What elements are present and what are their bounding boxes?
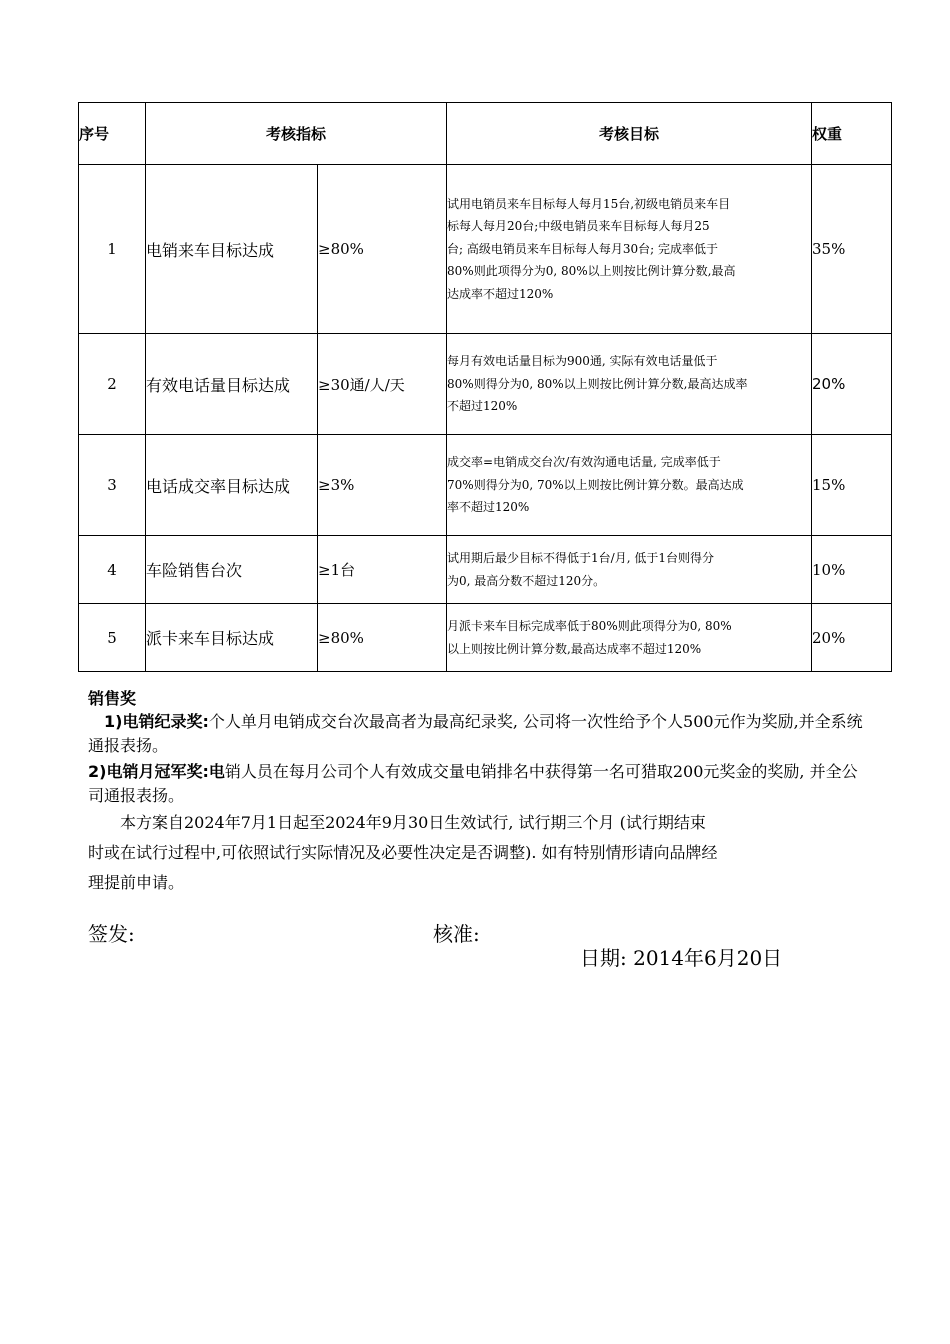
desc-line: 不超过120% — [447, 399, 518, 414]
award-item-champion — [88, 760, 868, 808]
row-indicator-name: 车险销售台次 — [146, 536, 318, 604]
desc-line: 70%则得分为0, 70%以上则按比例计算分数。最高达成 — [447, 477, 744, 492]
row-seq: 4 — [79, 536, 146, 604]
row-weight: 35% — [812, 165, 892, 334]
desc-line: 标每人每月20台;中级电销员来车目标每人每月25 — [447, 219, 710, 234]
desc-line: 率不超过120% — [447, 500, 530, 515]
desc-line: 80%则此项得分为0, 80%以上则按比例计算分数,最高 — [447, 264, 736, 279]
table-row — [79, 334, 892, 435]
table-row — [79, 165, 892, 334]
row-target-desc — [447, 435, 812, 536]
desc-line: 为0, 最高分数不超过120分。 — [447, 573, 606, 588]
row-target-desc — [447, 604, 812, 672]
effective-line: 本方案自2024年7月1日起至2024年9月30日生效试行, 试行期三个月 (试行期结束 — [120, 813, 706, 832]
row-seq: 1 — [79, 165, 146, 334]
award-item-label: 1)电销纪录奖: — [104, 712, 209, 731]
desc-line: 达成率不超过120% — [447, 286, 554, 301]
sales-award-title: 销售奖 — [88, 689, 137, 708]
award-item-text: 销人员在每月公司个人有效成交量电销排名中获得第一名可猎取200元奖金的奖励, 并全公司通报表扬。 — [88, 762, 858, 805]
header-target: 考核目标 — [447, 103, 812, 165]
issued-by-label: 签发: — [88, 922, 135, 946]
desc-line: 台; 高级电销员来车目标每人每月30台; 完成率低于 — [447, 241, 719, 256]
row-threshold: ≥30通/人/天 — [318, 334, 447, 435]
kpi-table — [78, 102, 892, 672]
row-indicator-name: 有效电话量目标达成 — [146, 334, 318, 435]
row-target-desc — [447, 165, 812, 334]
row-threshold: ≥3% — [318, 435, 447, 536]
row-weight: 10% — [812, 536, 892, 604]
effective-paragraph — [88, 808, 868, 898]
header-weight: 权重 — [812, 103, 892, 165]
row-indicator-name: 派卡来车目标达成 — [146, 604, 318, 672]
desc-line: 80%则得分为0, 80%以上则按比例计算分数,最高达成率 — [447, 376, 748, 391]
header-indicator: 考核指标 — [146, 103, 447, 165]
row-indicator-name: 电话成交率目标达成 — [146, 435, 318, 536]
row-weight: 20% — [812, 604, 892, 672]
row-weight: 20% — [812, 334, 892, 435]
desc-line: 试用电销员来车目标每人每月15台,初级电销员来车目 — [447, 196, 731, 211]
desc-line: 月派卡来车目标完成率低于80%则此项得分为0, 80% — [447, 619, 732, 633]
desc-line: 每月有效电话量目标为900通, 实际有效电话量低于 — [447, 354, 718, 369]
row-target-desc — [447, 334, 812, 435]
date-line: 日期: 2014年6月20日 — [580, 946, 783, 970]
row-seq: 3 — [79, 435, 146, 536]
row-threshold: ≥1台 — [318, 536, 447, 604]
table-row — [79, 435, 892, 536]
table-header-row — [79, 103, 892, 165]
row-seq: 2 — [79, 334, 146, 435]
award-item-text: 个人单月电销成交台次最高者为最高纪录奖, 公司将一次性给予个人500元作为奖励,并全系统通报表扬。 — [88, 712, 863, 755]
desc-line: 成交率=电销成交台次/有效沟通电话量, 完成率低于 — [447, 455, 721, 470]
row-threshold: ≥80% — [318, 165, 447, 334]
table-row — [79, 604, 892, 672]
effective-line: 理提前申请。 — [88, 873, 185, 892]
table-row — [79, 536, 892, 604]
row-weight: 15% — [812, 435, 892, 536]
row-target-desc — [447, 536, 812, 604]
desc-line: 以上则按比例计算分数,最高达成率不超过120% — [447, 641, 702, 656]
approved-by-label: 核准: — [433, 922, 480, 946]
award-item-record — [88, 710, 868, 758]
desc-line: 试用期后最少目标不得低于1台/月, 低于1台则得分 — [447, 551, 714, 565]
header-seq: 序号 — [79, 103, 146, 165]
row-seq: 5 — [79, 604, 146, 672]
effective-line: 时或在试行过程中,可依照试行实际情况及必要性决定是否调整). 如有特别情形请向品牌经 — [88, 843, 718, 862]
award-item-label: 2)电销月冠军奖:电 — [88, 762, 225, 781]
row-threshold: ≥80% — [318, 604, 447, 672]
row-indicator-name: 电销来车目标达成 — [146, 165, 318, 334]
